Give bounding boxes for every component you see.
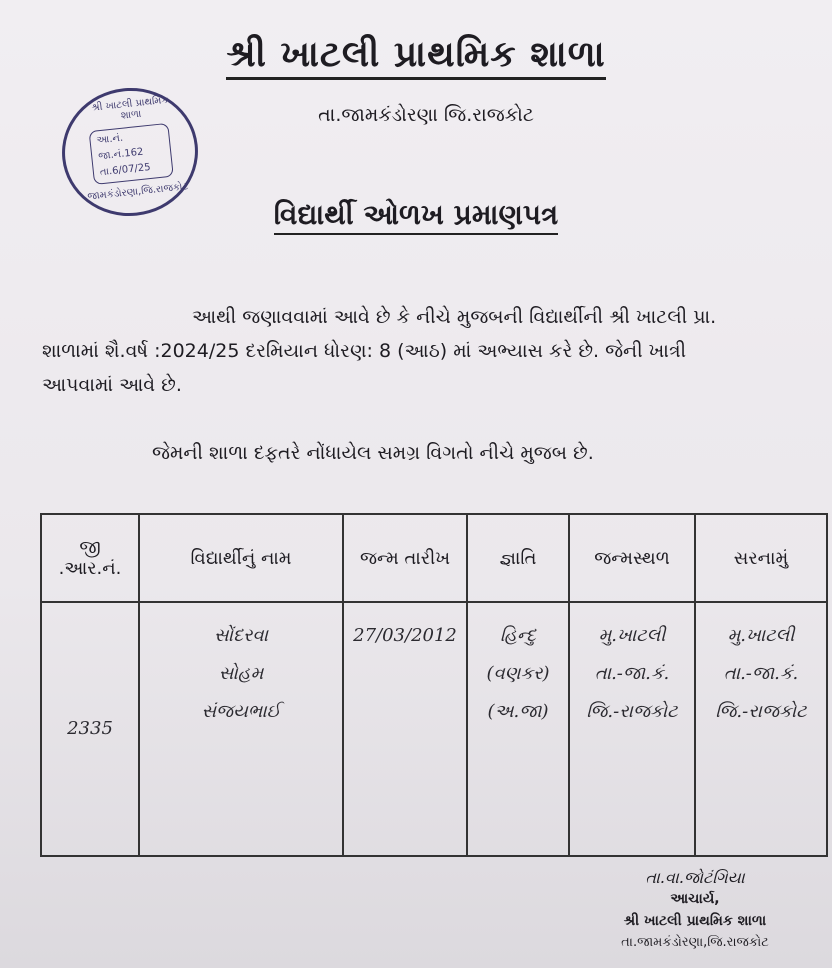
stamp-arc-bottom: જામકંડોરણા,જિ.રાજકોટ <box>86 181 189 203</box>
stamp-line-2: જા.નં.162 <box>97 146 144 163</box>
document-title: વિદ્યાર્થી ઓળખ પ્રમાણપત્ર <box>274 198 559 235</box>
name-line-2: સોહમ <box>218 663 264 684</box>
name-line-3: સંજયભાઈ <box>201 701 281 722</box>
signature-school-name: શ્રી ખાટલી પ્રાથમિક શાળા <box>623 913 767 929</box>
header-gr-number <box>41 514 139 602</box>
principal-designation: આચાર્ય, <box>670 891 720 907</box>
paragraph-line-3: આપવામાં આવે છે. <box>42 374 182 396</box>
address-line-1: મુ.ખાટલી <box>727 625 795 646</box>
birthplace-line-1: મુ.ખાટલી <box>598 625 666 646</box>
principal-signature-block <box>570 868 820 954</box>
table-row <box>41 602 827 856</box>
header-caste: જ્ઞાતિ <box>467 514 569 602</box>
address-line-2: તા.-જા.કં. <box>723 663 799 684</box>
cell-birthplace <box>569 602 695 856</box>
cell-caste <box>467 602 569 856</box>
student-details-table <box>40 513 828 857</box>
name-line-1: સોંદરવા <box>213 625 269 646</box>
document-title-heading <box>0 198 832 232</box>
birthplace-line-2: તા.-જા.કં. <box>594 663 670 684</box>
certificate-paragraph <box>42 300 812 402</box>
header-address: સરનામું <box>695 514 827 602</box>
paragraph-line-1: આથી જણાવવામાં આવે છે કે નીચે મુજબની વિદ્યાર્થીની શ્રી ખાટલી પ્રા. <box>192 306 717 328</box>
cell-gr-number: 2335 <box>41 602 139 856</box>
caste-line-3: (અ.જા) <box>487 701 549 722</box>
stamp-line-3: તા.6/07/25 <box>99 161 152 179</box>
header-birth-date: જન્મ તારીખ <box>343 514 467 602</box>
table-header-row <box>41 514 827 602</box>
header-gr-line-1: જી <box>79 537 101 558</box>
school-address: તા.જામકંડોરણા જિ.રાજકોટ <box>318 104 534 126</box>
cell-student-name <box>139 602 343 856</box>
header-student-name: વિદ્યાર્થીનું નામ <box>139 514 343 602</box>
address-line-3: જિ.-રાજકોટ <box>715 701 807 722</box>
school-name-heading <box>0 34 832 76</box>
birthplace-line-3: જિ.-રાજકોટ <box>586 701 678 722</box>
header-gr-line-2: .આર.નં. <box>58 558 122 579</box>
paragraph-line-2: શાળામાં શૈ.વર્ષ :2024/25 દરમિયાન ધોરણ: 8 (આઠ) માં અભ્યાસ કરે છે. જેની ખાત્રી <box>42 340 687 362</box>
caste-line-1: હિન્દુ <box>500 625 536 646</box>
principal-signature: તા.વા.જોટંગિયા <box>645 868 745 887</box>
details-intro: જેમની શાળા દફતરે નોંધાયેલ સમગ્ર વિગતો નીચે મુજબ છે. <box>152 442 594 464</box>
caste-line-2: (વણકર) <box>486 663 550 684</box>
signature-location: તા.જામકંડોરણા,જિ.રાજકોટ <box>621 935 769 950</box>
cell-address <box>695 602 827 856</box>
cell-birth-date: 27/03/2012 <box>343 602 467 856</box>
stamp-arc-top: શ્રી ખાટલી પ્રાથમિક શાળા <box>91 94 170 122</box>
stamp-inner-box <box>89 123 174 185</box>
header-birthplace: જન્મસ્થળ <box>569 514 695 602</box>
stamp-line-1: આ.નં. <box>96 132 124 147</box>
school-name: શ્રી ખાટલી પ્રાથમિક શાળા <box>226 34 605 80</box>
